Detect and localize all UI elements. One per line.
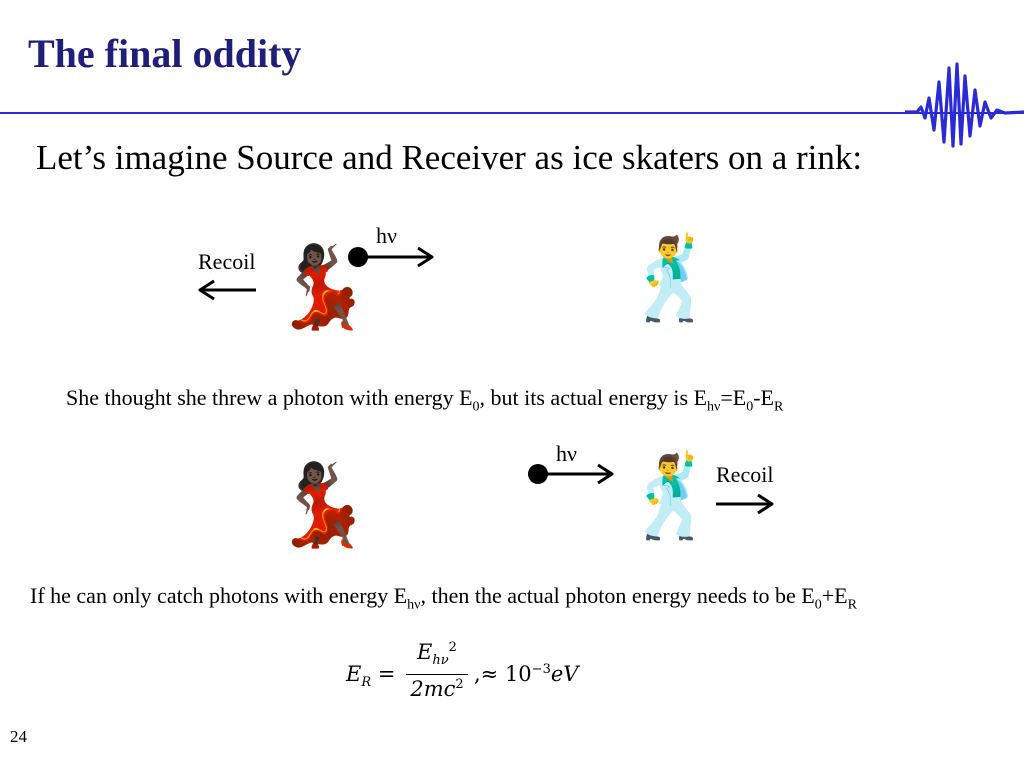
page-number: 24 <box>10 727 27 746</box>
recoil-label-1: Recoil <box>198 249 256 274</box>
formula-lhs: $E_R$ = <box>346 662 396 691</box>
sentence-1: She thought she threw a photon with energy $E_0$, but its actual energy is $E_{h\nu}=E_0-E_R$ <box>66 385 784 415</box>
wave-logo-icon <box>905 60 1024 150</box>
dancer-woman-icon: 💃🏿 <box>272 244 372 332</box>
slide-title: The final oddity <box>28 31 302 76</box>
sentence-2: If he can only catch photons with energy $E_{h\nu}$, then the actual photon energy needs to be $E_0+E_R$ <box>30 583 857 613</box>
slide-subtitle: Let’s imagine Source and Receiver as ice skaters on a rink: <box>36 138 863 177</box>
photon-label-1: hν <box>376 223 397 248</box>
dancer-woman-icon: 💃🏿 <box>272 462 372 550</box>
fraction-bar <box>406 674 468 675</box>
formula-numerator: $E_{h\nu}^2$ <box>417 640 457 669</box>
formula-rhs: ,≈ $10^{-3}eV$ <box>474 662 579 686</box>
title-rule <box>0 112 1024 114</box>
recoil-label-2: Recoil <box>716 462 774 487</box>
formula-fraction <box>406 640 468 701</box>
formula-denominator: $2mc^2$ <box>410 677 464 701</box>
photon-label-2: hν <box>556 441 577 466</box>
dancer-man-icon: 🕺 <box>622 236 722 324</box>
recoil-energy-formula <box>346 640 606 708</box>
photon-arrow-2 <box>526 457 618 491</box>
left-arrow-icon <box>194 276 260 304</box>
dancer-man-icon: 🕺 <box>622 454 722 542</box>
